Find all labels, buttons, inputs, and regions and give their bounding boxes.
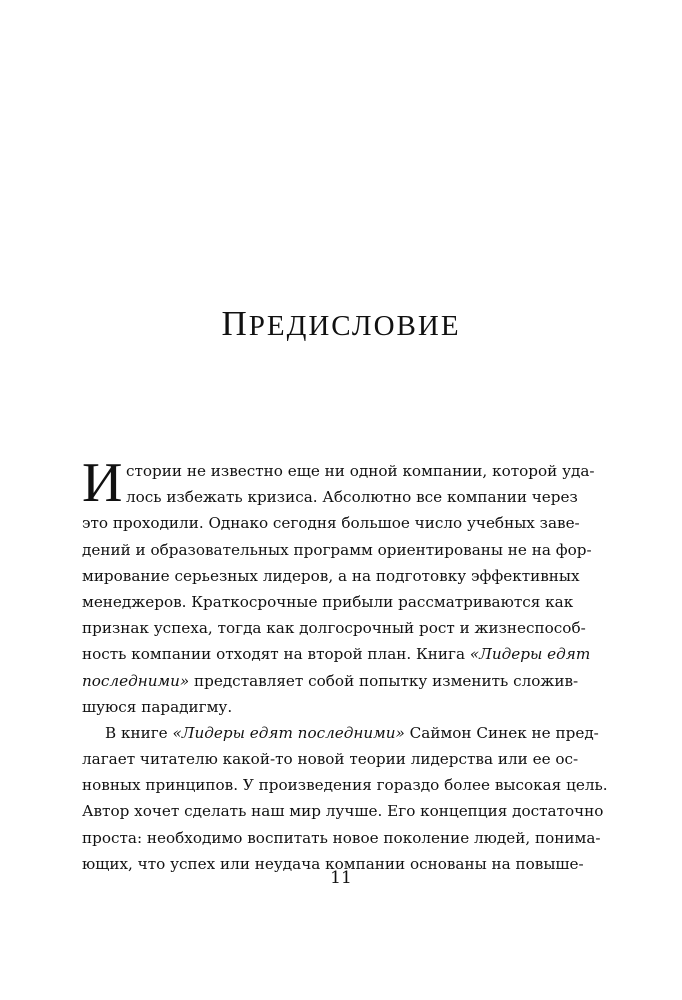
paragraph1-line: это проходили. Однако сегодня большое число учебных заве- bbox=[82, 514, 580, 533]
paragraph1-line: признак успеха, тогда как долгосрочный рост и жизнеспособ- bbox=[82, 619, 586, 638]
line-text: В книге bbox=[105, 723, 173, 742]
paragraph1-line: стории не известно еще ни одной компании, которой уда- bbox=[126, 462, 595, 480]
paragraph2-line: проста: необходимо воспитать новое поколение людей, понима- bbox=[82, 828, 601, 847]
paragraph2-line: ющих, что успех или неудача компании основаны на повыше- bbox=[82, 854, 584, 873]
paragraph1-line: лось избежать кризиса. Абсолютно все компании через bbox=[126, 488, 578, 507]
paragraph1-line bbox=[82, 668, 579, 694]
line-text: ность компании отходят на второй план. Книга bbox=[82, 645, 470, 664]
body-text bbox=[82, 452, 608, 877]
paragraph1-line: шуюся парадигму. bbox=[82, 697, 233, 716]
title-rest: РЕДИСЛОВИЕ bbox=[248, 310, 461, 342]
line-text: представляет собой попытку изменить сложив- bbox=[189, 671, 579, 690]
page-number: 11 bbox=[330, 868, 352, 888]
book-title-italic: «Лидеры едят bbox=[469, 645, 591, 664]
paragraph1-line: дений и образовательных программ ориентированы не на фор- bbox=[82, 540, 592, 559]
page-title bbox=[0, 306, 682, 341]
paragraph1-line bbox=[82, 641, 591, 667]
drop-cap: И bbox=[82, 452, 123, 514]
book-title-italic: «Лидеры едят последними» bbox=[172, 723, 405, 742]
paragraph2-line: Автор хочет сделать наш мир лучше. Его концепция достаточно bbox=[82, 802, 604, 821]
paragraph2-line: новных принципов. У произведения гораздо более высокая цель. bbox=[82, 776, 608, 795]
paragraph1-line: менеджеров. Краткосрочные прибыли рассматриваются как bbox=[82, 592, 574, 611]
title-first-letter: П bbox=[221, 304, 249, 343]
paragraph1-line: мирование серьезных лидеров, а на подготовку эффективных bbox=[82, 566, 580, 585]
line-text: Саймон Синек не пред- bbox=[404, 723, 599, 742]
paragraph2-line bbox=[82, 720, 599, 746]
paragraph2-line: лагает читателю какой-то новой теории лидерства или ее ос- bbox=[82, 750, 579, 769]
book-title-italic: последними» bbox=[82, 671, 190, 690]
